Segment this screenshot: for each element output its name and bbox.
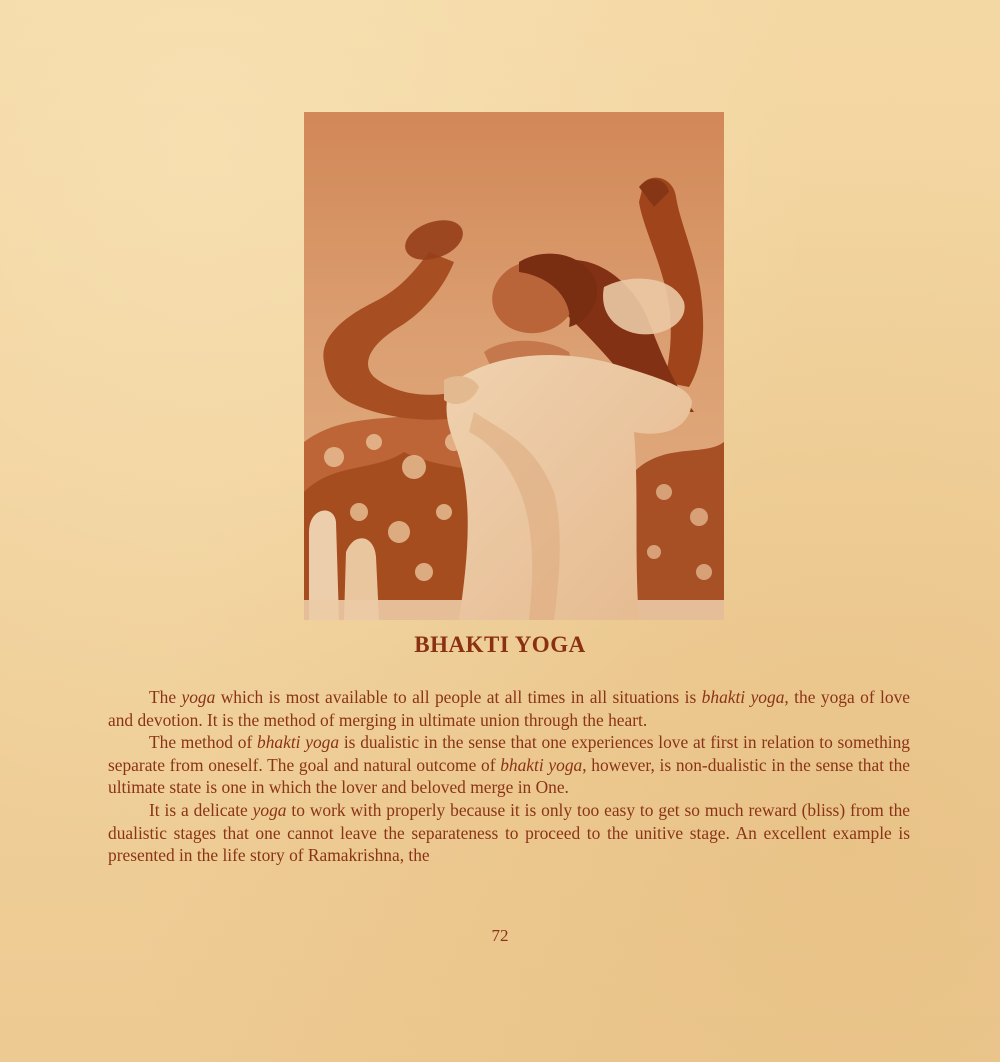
page-number: 72 [491, 926, 509, 945]
photo-illustration [304, 112, 724, 620]
text-run: The [149, 687, 182, 707]
devotional-dance-photo [304, 112, 724, 620]
text-run: , however, is non-dualistic in the sense that the ultimate state is one in which the lover and beloved merge in One. [108, 754, 910, 798]
paragraph-1 [108, 686, 910, 731]
italic-term: bhakti yoga [257, 732, 340, 753]
italic-term: yoga [252, 799, 287, 820]
italic-term: yoga [181, 687, 216, 707]
section-heading: BHAKTI YOGA [414, 632, 586, 657]
text-run: which is most available to all people at all times in all situations is [215, 687, 702, 707]
paragraph-3 [108, 799, 910, 867]
text-run: is dualistic in the sense that one experiences love at first in relation to something separate from oneself. The goal and natural outcome of [108, 732, 910, 775]
text-run: , the yoga of love and devotion. It is the method of merging in ultimate union through the heart. [108, 687, 910, 730]
text-run: to work with properly because it is only too easy to get so much reward (bliss) from the dualistic stages that one cannot leave the separateness to proceed to the unitive stage. An excellent example is presented in the life story of Ramakrishna, the [108, 799, 910, 866]
paragraph-2 [108, 731, 910, 799]
italic-term: bhakti yoga [500, 754, 583, 775]
text-run: It is a delicate [149, 799, 253, 820]
body-text [108, 686, 910, 867]
text-run: The method of [149, 732, 258, 753]
italic-term: bhakti yoga [701, 687, 785, 707]
